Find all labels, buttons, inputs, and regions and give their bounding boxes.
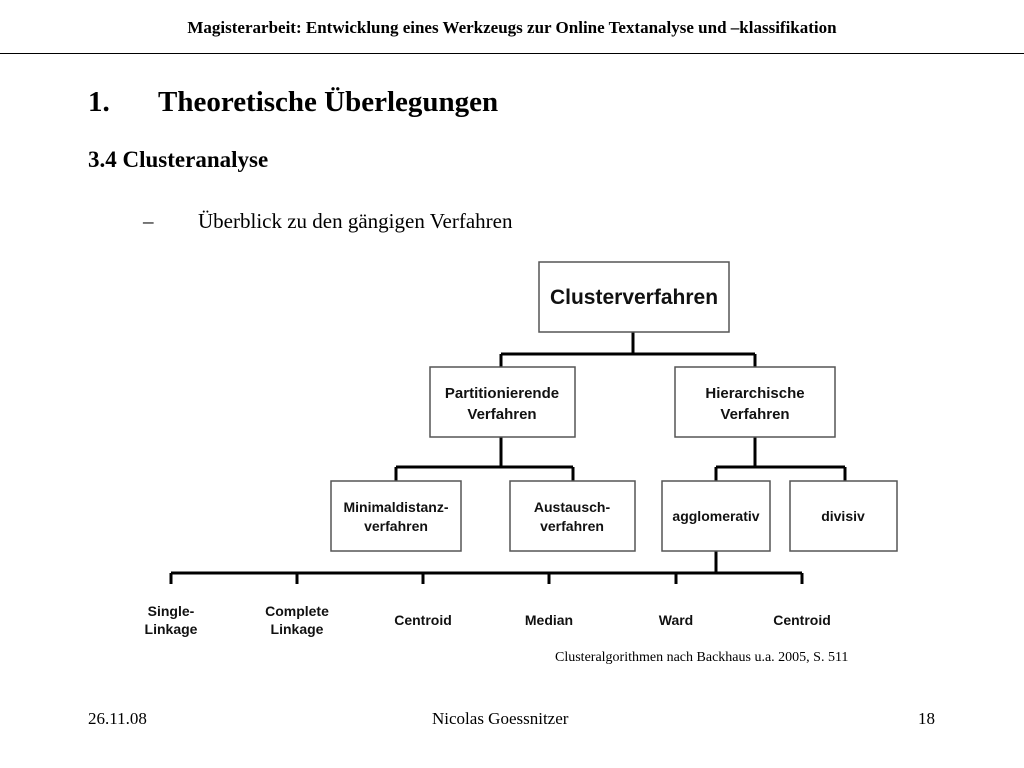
partitionierende-label-line1: Partitionierende — [444, 385, 560, 402]
minimaldistanz-node — [331, 481, 461, 551]
austausch-label-line1: Austausch- — [533, 499, 611, 515]
leaf-complete-linkage-line1: Complete — [265, 603, 329, 619]
page-number: 18 — [918, 709, 935, 728]
hierarchische-node — [675, 367, 835, 437]
minimaldistanz-label-line2: verfahren — [364, 518, 428, 534]
partitionierende-label-line2: Verfahren — [467, 406, 537, 423]
leaf-ward: Ward — [658, 612, 694, 628]
bullet-text: Überblick zu den gängigen Verfahren — [198, 209, 513, 233]
bullet-marker: – — [143, 209, 154, 233]
footer-author: Nicolas Goessnitzer — [432, 709, 569, 728]
leaf-median: Median — [524, 612, 574, 628]
leaf-centroid-1: Centroid — [394, 612, 452, 628]
root-node-label: Clusterverfahren — [549, 286, 719, 309]
section-title-text: Theoretische Überlegungen — [158, 86, 499, 118]
minimaldistanz-label-line1: Minimaldistanz- — [343, 499, 449, 515]
agglomerativ-label: agglomerativ — [672, 508, 760, 524]
figure-caption: Clusteralgorithmen nach Backhaus u.a. 2005, S. 511 — [555, 650, 849, 665]
section-number: 1. — [88, 86, 110, 118]
header-title: Magisterarbeit: Entwicklung eines Werkzeugs zur Online Textanalyse und –klassifikation — [187, 18, 837, 37]
leaf-complete-linkage-line2: Linkage — [270, 621, 324, 637]
leaf-single-linkage-line2: Linkage — [144, 621, 198, 637]
partitionierende-node — [430, 367, 575, 437]
subsection-title: 3.4 Clusteranalyse — [88, 147, 269, 172]
leaf-single-linkage-line1: Single- — [147, 603, 195, 619]
divisiv-label: divisiv — [821, 508, 865, 524]
hierarchische-label-line1: Hierarchische — [705, 385, 805, 402]
hierarchische-label-line2: Verfahren — [720, 406, 790, 423]
footer-date: 26.11.08 — [88, 709, 147, 728]
austausch-node — [510, 481, 635, 551]
leaf-centroid-2: Centroid — [773, 612, 831, 628]
austausch-label-line2: verfahren — [540, 518, 604, 534]
